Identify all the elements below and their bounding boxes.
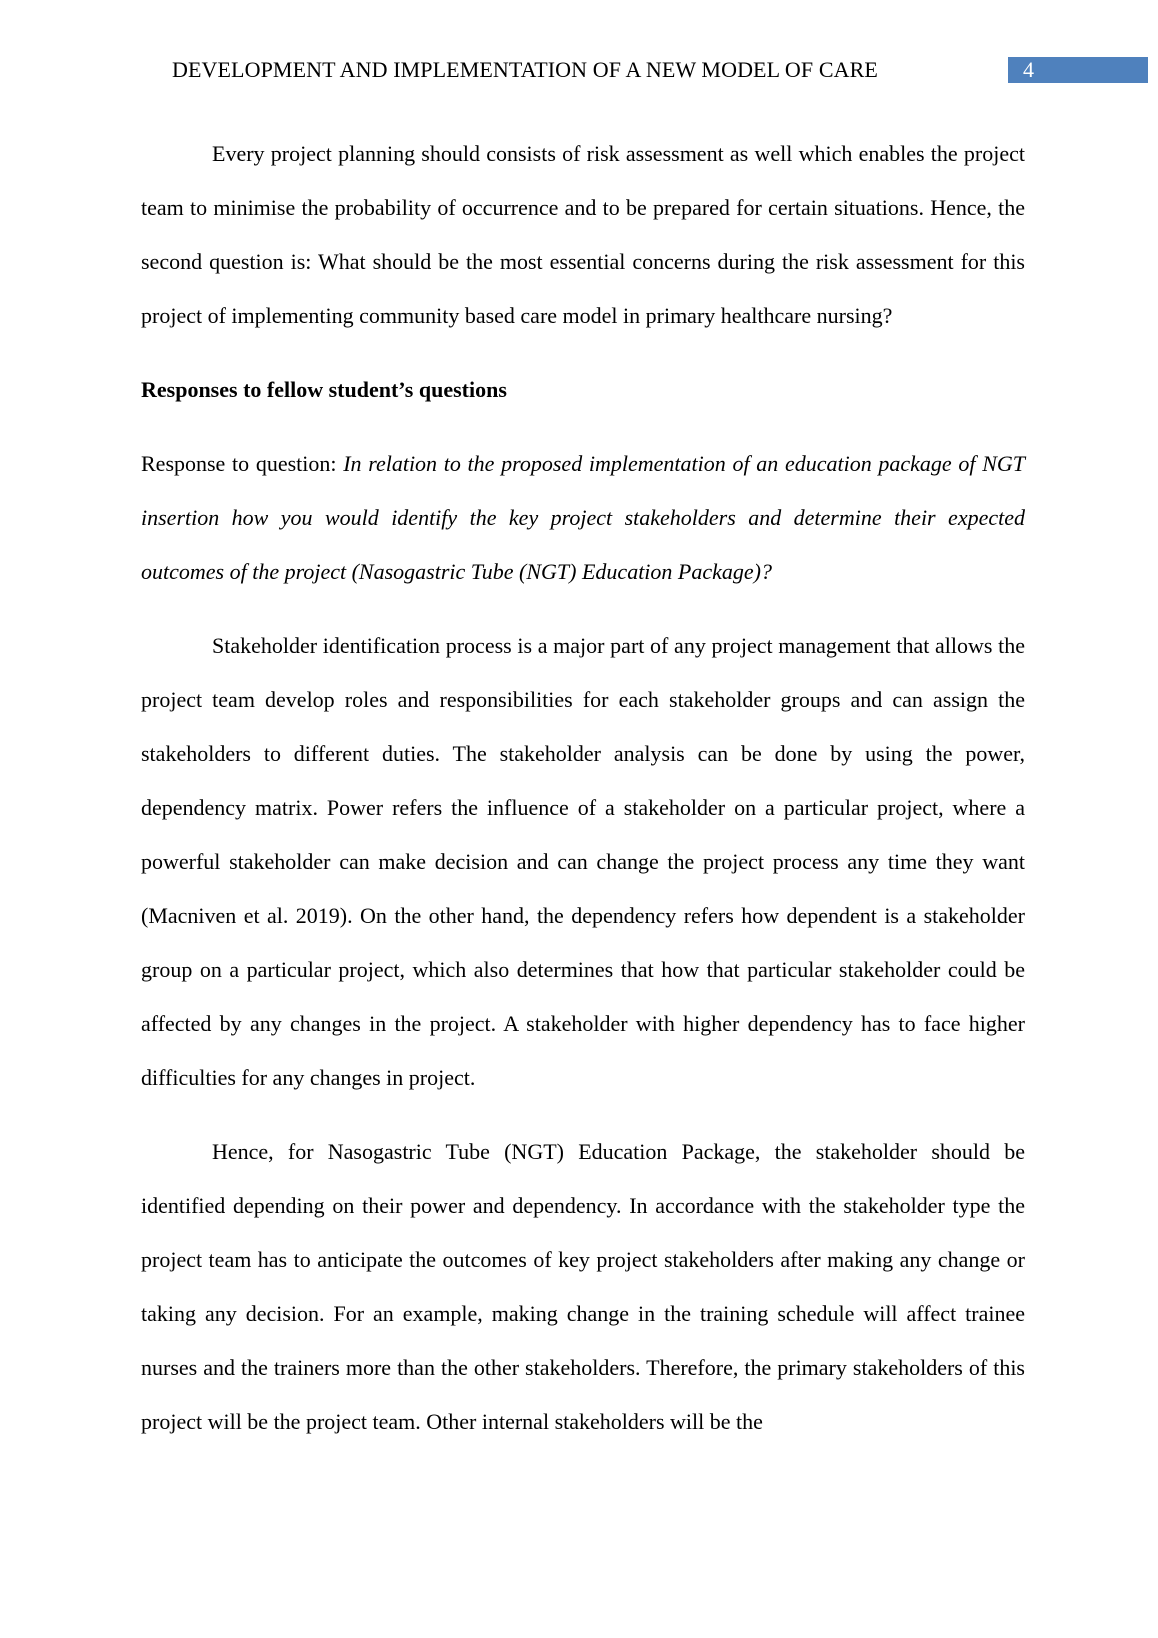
paragraph-risk-assessment: Every project planning should consists of risk assessment as well which enables the project team to minimise the probability of occurrence and to be prepared for certain situations. Hence, the second question is: What should be the most essential concerns during the risk assessment for this project of implementing community based care model in primary healthcare nursing? <box>141 141 1025 328</box>
paragraph-ngt-stakeholders: Hence, for Nasogastric Tube (NGT) Education Package, the stakeholder should be identified depending on their power and dependency. In accordance with the stakeholder type the project team has to anticipate the outcomes of key project stakeholders after making any change or taking any decision. For an example, making change in the training schedule will affect trainee nurses and the trainers more than the other stakeholders. Therefore, the primary stakeholders of this project will be the project team. Other internal stakeholders will be the <box>141 1139 1025 1434</box>
response-question-paragraph <box>141 437 1025 599</box>
page-number: 4 <box>1008 57 1148 83</box>
section-heading: Responses to fellow student’s questions <box>141 377 507 402</box>
response-label: Response to question: <box>141 451 344 476</box>
document-body <box>141 127 1025 1469</box>
paragraph-stakeholder-identification: Stakeholder identification process is a major part of any project management that allows the project team develop roles and responsibilities for each stakeholder groups and can assign the stakeholders to different duties. The stakeholder analysis can be done by using the power, dependency matrix. Power refers the influence of a stakeholder on a particular project, where a powerful stakeholder can make decision and can change the project process any time they want (Macniven et al. 2019). On the other hand, the dependency refers how dependent is a stakeholder group on a particular project, which also determines that how that particular stakeholder could be affected by any changes in the project. A stakeholder with higher dependency has to face higher difficulties for any changes in project. <box>141 633 1025 1090</box>
running-header-title: DEVELOPMENT AND IMPLEMENTATION OF A NEW MODEL OF CARE <box>172 57 878 82</box>
response-question-text: In relation to the proposed implementation of an education package of NGT insertion how you would identify the key project stakeholders and determine their expected outcomes of the project (Nasogastric Tube (NGT) Education Package)? <box>141 451 1025 584</box>
